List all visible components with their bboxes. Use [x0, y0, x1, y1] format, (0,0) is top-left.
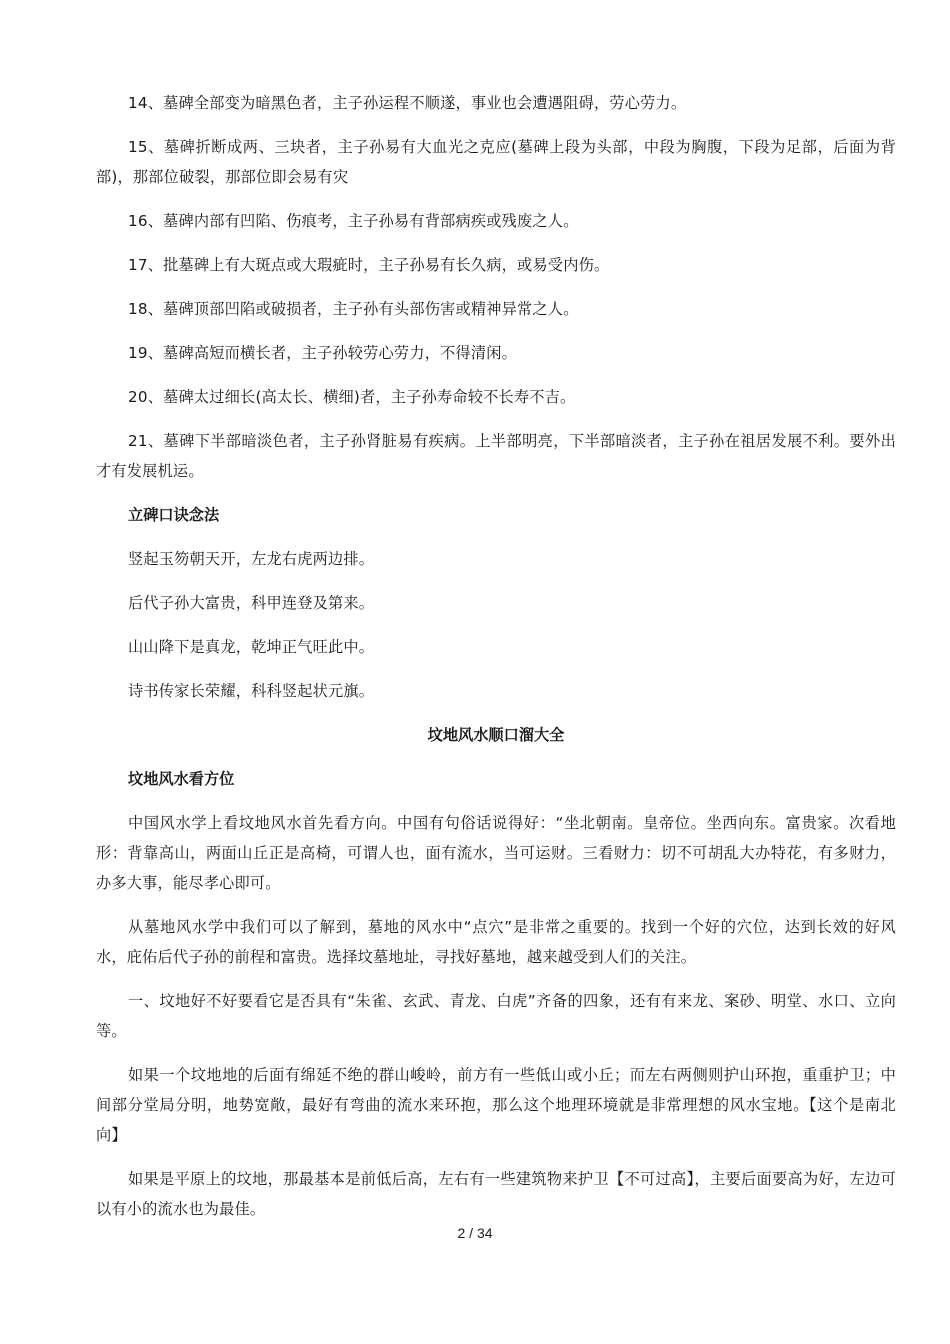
verse-line-2: 后代子孙大富贵，科甲连登及第来。 — [128, 594, 375, 612]
verse-line-3: 山山降下是真龙，乾坤正气旺此中。 — [128, 638, 375, 656]
paragraph-20: 20、墓碑太过细长(高太长、横细)者，主子孙寿命较不长寿不吉。 — [128, 388, 576, 406]
section-heading-orientation: 坟地风水看方位 — [128, 770, 235, 788]
document-body — [96, 88, 896, 1238]
paragraph-17: 17、批墓碑上有大斑点或大瑕疵时，主子孙易有长久病，或易受内伤。 — [128, 256, 610, 274]
paragraph-21: 21、墓碑下半部暗淡色者，主子孙肾脏易有疾病。上半部明亮，下半部暗淡者，主子孙在祖居发展不利。要外出才有发展机运。 — [96, 432, 896, 480]
body-paragraph-1: 中国风水学上看坟地风水首先看方向。中国有句俗话说得好：“坐北朝南。皇帝位。坐西向东。富贵家。次看地形：背靠高山，两面山丘正是高椅，可谓人也，面有流水，当可运财。三看财力：切不可胡乱大办特花，有多财力，办多大事，能尽孝心即可。 — [96, 814, 896, 892]
body-paragraph-5: 如果是平原上的坟地，那最基本是前低后高，左右有一些建筑物来护卫【不可过高】，主要后面要高为好，左边可以有小的流水也为最佳。 — [96, 1170, 896, 1218]
verse-line-1: 竖起玉笏朝天开，左龙右虎两边排。 — [128, 550, 375, 568]
body-paragraph-2: 从墓地风水学中我们可以了解到，墓地的风水中“点穴”是非常之重要的。找到一个好的穴位，达到长效的好风水，庇佑后代子孙的前程和富贵。选择坟墓地址，寻找好墓地，越来越受到人们的关注。 — [96, 918, 896, 966]
paragraph-14: 14、墓碑全部变为暗黑色者，主子孙运程不顺遂，事业也会遭遇阻碍，劳心劳力。 — [128, 94, 687, 112]
verse-line-4: 诗书传家长荣耀，科科竖起状元旗。 — [128, 682, 375, 700]
body-paragraph-3: 一、坟地好不好要看它是否具有“朱雀、玄武、青龙、白虎”齐备的四象，还有有来龙、案砂、明堂、水口、立向等。 — [96, 992, 896, 1040]
paragraph-16: 16、墓碑内部有凹陷、伤痕考，主子孙易有背部病疾或残废之人。 — [128, 212, 579, 230]
paragraph-19: 19、墓碑高短而横长者，主子孙较劳心劳力，不得清闲。 — [128, 344, 518, 362]
section-heading-tablet-chant: 立碑口诀念法 — [128, 506, 220, 524]
paragraph-18: 18、墓碑顶部凹陷或破损者，主子孙有头部伤害或精神异常之人。 — [128, 300, 579, 318]
chapter-title: 坟地风水顺口溜大全 — [427, 726, 565, 744]
body-paragraph-4: 如果一个坟地地的后面有绵延不绝的群山峻岭，前方有一些低山或小丘；而左右两侧则护山环抱，重重护卫；中间部分堂局分明，地势宽敞，最好有弯曲的流水来环抱，那么这个地理环境就是非常理想的风水宝地。【这个是南北向】 — [96, 1066, 896, 1144]
page-number: 2 / 34 — [457, 1225, 493, 1241]
paragraph-15: 15、墓碑折断成两、三块者，主子孙易有大血光之克应(墓碑上段为头部，中段为胸腹，下段为足部，后面为背部)，那部位破裂，那部位即会易有灾 — [96, 138, 896, 186]
